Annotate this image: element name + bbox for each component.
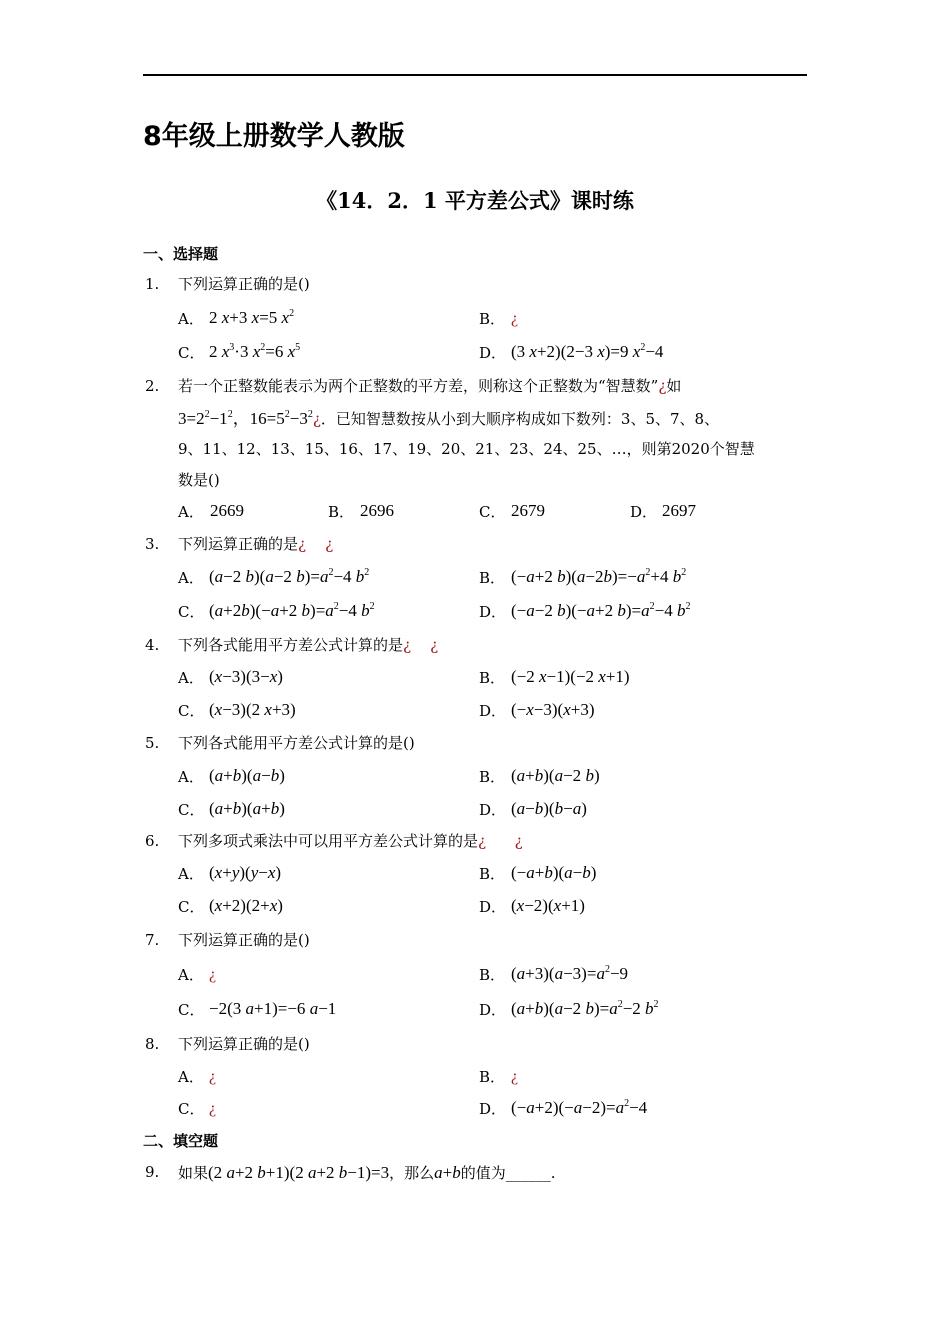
option-expression-c: (a+b)(a+b) [209, 799, 285, 818]
option-expression-a: (a+b)(a−b) [209, 766, 285, 785]
option-expression-b [511, 1065, 518, 1088]
inv-mark: ¿ [403, 636, 412, 654]
option-expression-d: (−a−2 b)(−a+2 $b)=a^2-4$ $b^2$ [511, 601, 691, 620]
option-expression-b: (−a+2 $b)(a-2b)=-a^2+4$ $b^2$ [511, 567, 687, 586]
question-stem-line: $3=2^2-1^2$，$16=5^2-3^2¿$．已知智慧数按从小到大顺序构成如下数列：3、5、7、8、 [178, 409, 720, 428]
question-number: 3. [145, 535, 160, 553]
option-label-d: D． [479, 344, 507, 362]
option-expression-d: (3 x+2)(2−3 x)=9 $x^2-4$ [511, 342, 664, 361]
option-label-a: A． [178, 569, 204, 587]
option-expression-c [209, 1097, 216, 1120]
option-expression-b: $(a+3)(a-3)=a^2-9$ [511, 964, 629, 983]
option-label-b: B． [479, 865, 506, 883]
inv-mark: ¿ [478, 832, 487, 850]
question-stem: 下列运算正确的是() [178, 275, 310, 293]
option-label-a: A． [178, 865, 204, 883]
option-expression-b: (a+b)(a−2 b) [511, 766, 600, 785]
option-expression-a: (x−3)(3−x) [209, 667, 283, 686]
option-label-a: A． [178, 966, 204, 984]
option-label-c: C． [178, 702, 205, 720]
inv-mark: ¿ [209, 966, 217, 983]
inv-mark: ¿ [298, 535, 307, 553]
option-label-d: D． [630, 503, 658, 521]
option-label-a: A． [178, 669, 204, 687]
question-stem: 下列运算正确的是() [178, 1035, 310, 1053]
question-stem: 下列各式能用平方差公式计算的是() [178, 734, 415, 752]
option-label-b: B． [479, 310, 506, 328]
inv-mark: ¿ [312, 410, 321, 428]
question-number: 5. [145, 734, 160, 752]
section-fill: 二、填空题 [143, 1132, 219, 1150]
question-stem: 下列运算正确的是() [178, 931, 310, 949]
inv-mark: ¿ [511, 1068, 519, 1085]
option-label-c: C． [479, 503, 506, 521]
question-stem: 下列多项式乘法中可以用平方差公式计算的是¿ ¿ [178, 832, 523, 850]
option-label-c: C． [178, 1100, 205, 1118]
option-expression-c: (a+2b)(−a+2 $b)=a^2-4$ $b^2$ [209, 601, 375, 620]
option-expression-b: (−a+b)(a−b) [511, 863, 597, 882]
header-rule [143, 74, 807, 76]
option-value-a: 2669 [210, 501, 244, 520]
option-expression-b: (−2 x−1)(−2 x+1) [511, 667, 630, 686]
inv-mark: ¿ [430, 636, 439, 654]
inv-mark: ¿ [514, 832, 523, 850]
option-label-d: D． [479, 801, 507, 819]
option-value-c: 2679 [511, 501, 545, 520]
question-number: 2. [145, 377, 160, 395]
inv-mark: ¿ [511, 310, 519, 327]
option-label-d: D． [479, 1100, 507, 1118]
option-value-d: 2697 [662, 501, 696, 520]
option-expression-a [209, 1065, 216, 1088]
inv-mark: ¿ [209, 1100, 217, 1117]
option-label-c: C． [178, 898, 205, 916]
option-expression-c: −2(3 a+1)=−6 a−1 [209, 999, 337, 1018]
option-expression-c: 2 $x^3\cdot 3$ $x^2=6$ $x^5$ [209, 342, 301, 361]
question-number: 7. [145, 931, 160, 949]
option-expression-a: (x+y)(y−x) [209, 863, 282, 882]
option-expression-d: (a+b)(a−2 $b)=a^2-2$ $b^2$ [511, 999, 659, 1018]
option-label-d: D． [479, 702, 507, 720]
option-expression-a [209, 963, 216, 986]
option-label-a: A． [178, 310, 204, 328]
question-stem-line: 若一个正整数能表示为两个正整数的平方差，则称这个正整数为“智慧数”¿如 [178, 377, 682, 395]
option-label-c: C． [178, 603, 205, 621]
option-label-b: B． [479, 768, 506, 786]
option-label-d: D． [479, 1001, 507, 1019]
option-expression-d: (−x−3)(x+3) [511, 700, 595, 719]
question-stem-line: 9、11、12、13、15、16、17、19、20、21、23、24、25、…，则第2020个智慧 [178, 440, 755, 458]
option-label-b: B． [479, 669, 506, 687]
option-value-b: 2696 [360, 501, 394, 520]
question-number: 4. [145, 636, 160, 654]
option-label-b: B． [479, 966, 506, 984]
question-number: 6. [145, 832, 160, 850]
option-expression-b [511, 307, 518, 330]
option-label-a: A． [178, 1068, 204, 1086]
option-expression-a: (a−2 b)(a−2 $b)=a^2-4$ $b^2$ [209, 567, 370, 586]
inv-mark: ¿ [658, 377, 667, 395]
option-label-c: C． [178, 801, 205, 819]
section-choice: 一、选择题 [143, 245, 219, 263]
option-label-b: B． [479, 569, 506, 587]
question-stem: 如果(2 a+2 b+1)(2 a+2 b−1)=3，那么a+b的值为______. [178, 1163, 556, 1182]
option-expression-d: (x−2)(x+1) [511, 896, 585, 915]
question-number: 9. [145, 1163, 160, 1181]
option-label-a: A． [178, 768, 204, 786]
option-label-b: B． [479, 1068, 506, 1086]
option-label-d: D． [479, 898, 507, 916]
option-label-d: D． [479, 603, 507, 621]
inv-mark: ¿ [209, 1068, 217, 1085]
question-stem: 下列各式能用平方差公式计算的是¿ ¿ [178, 636, 439, 654]
option-expression-c: (x−3)(2 x+3) [209, 700, 296, 719]
inv-mark: ¿ [325, 535, 334, 553]
option-label-c: C． [178, 1001, 205, 1019]
option-expression-a: 2 x+3 x=5 $x^2$ [209, 308, 295, 327]
option-label-a: A． [178, 503, 204, 521]
question-stem-line: 数是() [178, 471, 220, 489]
question-number: 1. [145, 275, 160, 293]
option-label-c: C． [178, 344, 205, 362]
page-title: 《14．2．1 平方差公式》课时练 [316, 188, 634, 213]
option-expression-c: (x+2)(2+x) [209, 896, 283, 915]
option-expression-d: $(-a+2)(-a-2)=a^2-4$ [511, 1098, 648, 1117]
grade-heading: 8年级上册数学人教版 [143, 121, 405, 152]
option-label-b: B． [328, 503, 355, 521]
question-number: 8. [145, 1035, 160, 1053]
question-stem: 下列运算正确的是¿ ¿ [178, 535, 334, 553]
option-expression-d: (a−b)(b−a) [511, 799, 587, 818]
